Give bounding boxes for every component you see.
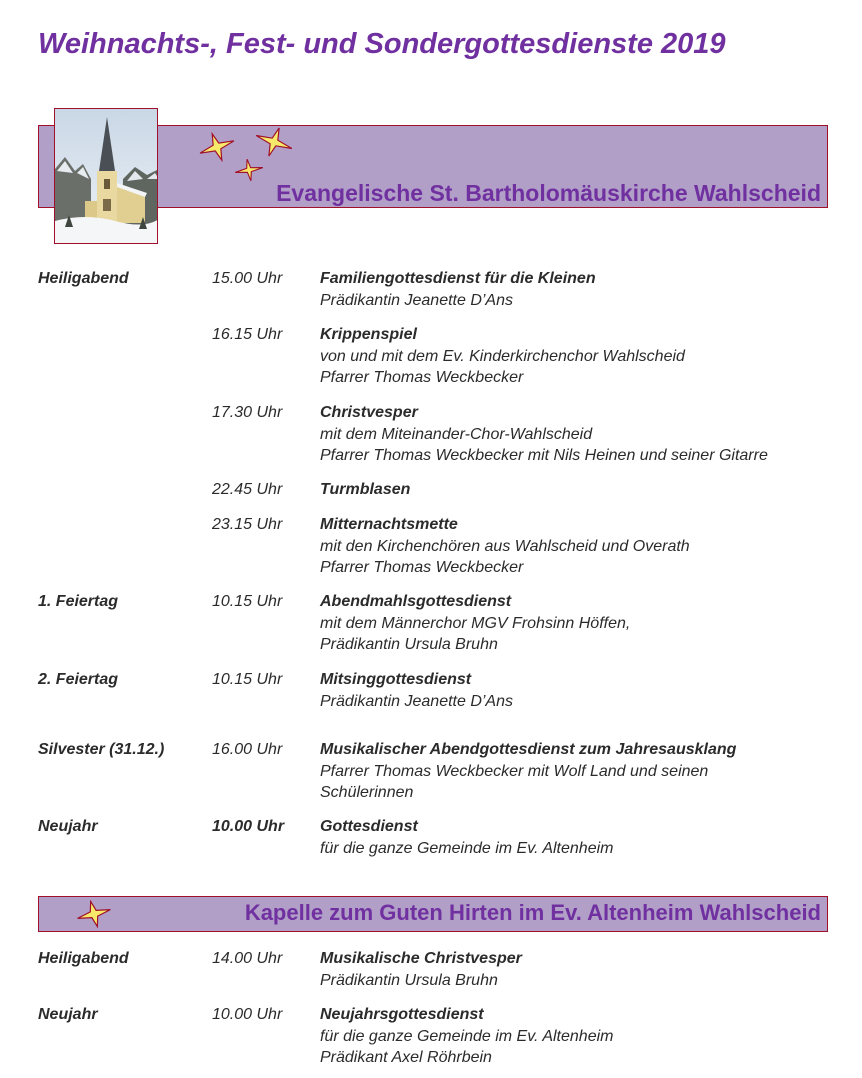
event-time: 10.00 Uhr xyxy=(212,1006,283,1023)
event-detail: Pfarrer Thomas Weckbecker xyxy=(320,559,524,576)
event-detail: mit dem Miteinander-Chor-Wahlscheid xyxy=(320,425,593,443)
event-title: Krippenspiel xyxy=(320,326,417,343)
event-description xyxy=(320,591,860,656)
event-time: 22.45 Uhr xyxy=(212,481,283,498)
event-description xyxy=(320,514,860,579)
event-detail: Prädikantin Ursula Bruhn xyxy=(320,971,498,989)
event-description xyxy=(320,816,860,859)
star-icon xyxy=(76,900,112,928)
star-icon xyxy=(198,132,236,162)
event-detail: für die ganze Gemeinde im Ev. Altenheim xyxy=(320,839,614,857)
event-title: Musikalischer Abendgottesdienst zum Jahresausklang xyxy=(320,741,737,758)
event-day: 2. Feiertag xyxy=(38,671,119,688)
event-detail: mit dem Männerchor MGV Frohsinn Höffen, xyxy=(320,614,631,632)
event-day: Heiligabend xyxy=(38,270,129,287)
event-title: Musikalische Christvesper xyxy=(320,950,522,967)
event-detail: Pfarrer Thomas Weckbecker mit Wolf Land und seinen xyxy=(320,762,709,780)
event-time: 15.00 Uhr xyxy=(212,270,283,287)
section-banner-chapel xyxy=(38,896,828,932)
event-detail: mit den Kirchenchören aus Wahlscheid und Overath xyxy=(320,537,690,555)
event-description xyxy=(320,402,860,467)
church-photo xyxy=(54,108,158,244)
event-description xyxy=(320,1004,860,1069)
event-detail: Prädikant Axel Röhrbein xyxy=(320,1049,492,1066)
event-detail: Pfarrer Thomas Weckbecker xyxy=(320,369,524,386)
event-day: Neujahr xyxy=(38,1006,98,1023)
event-title: Gottesdienst xyxy=(320,818,418,835)
event-detail: von und mit dem Ev. Kinderkirchenchor Wahlscheid xyxy=(320,347,685,365)
event-description xyxy=(320,324,860,389)
event-description xyxy=(320,479,860,501)
event-title: Neujahrsgottesdienst xyxy=(320,1006,484,1023)
section-title-church: Evangelische St. Bartholomäuskirche Wahlscheid xyxy=(276,180,821,206)
event-detail: Pfarrer Thomas Weckbecker mit Nils Heinen und seiner Gitarre xyxy=(320,447,768,464)
star-icon xyxy=(234,158,264,182)
event-description xyxy=(320,268,860,311)
event-detail: Prädikantin Jeanette D’Ans xyxy=(320,291,513,309)
section-title-chapel: Kapelle zum Guten Hirten im Ev. Altenheim Wahlscheid xyxy=(244,900,821,925)
event-detail: Prädikantin Ursula Bruhn xyxy=(320,636,498,653)
event-title: Familiengottesdienst für die Kleinen xyxy=(320,270,596,287)
event-title: Turmblasen xyxy=(320,481,411,498)
event-time: 10.15 Uhr xyxy=(212,593,283,610)
event-detail: Schülerinnen xyxy=(320,784,414,801)
event-day: 1. Feiertag xyxy=(38,593,119,610)
event-day: Neujahr xyxy=(38,818,98,835)
event-description xyxy=(320,948,860,991)
event-time: 23.15 Uhr xyxy=(212,516,283,533)
event-title: Mitternachtsmette xyxy=(320,516,458,533)
page-title: Weihnachts-, Fest- und Sondergottesdienste 2019 xyxy=(38,28,726,60)
event-time: 10.00 Uhr xyxy=(212,818,285,835)
event-time: 10.15 Uhr xyxy=(212,671,283,688)
star-icon xyxy=(254,126,294,158)
event-time: 16.15 Uhr xyxy=(212,326,283,343)
event-title: Abendmahlsgottesdienst xyxy=(320,593,512,610)
event-title: Mitsinggottesdienst xyxy=(320,671,472,688)
event-time: 16.00 Uhr xyxy=(212,741,283,758)
event-description xyxy=(320,669,860,712)
event-title: Christvesper xyxy=(320,404,418,421)
event-day: Silvester (31.12.) xyxy=(38,741,165,758)
event-time: 14.00 Uhr xyxy=(212,950,283,967)
event-time: 17.30 Uhr xyxy=(212,404,283,421)
event-description xyxy=(320,739,860,804)
event-detail: für die ganze Gemeinde im Ev. Altenheim xyxy=(320,1027,614,1045)
event-detail: Prädikantin Jeanette D’Ans xyxy=(320,692,513,710)
event-day: Heiligabend xyxy=(38,950,129,967)
